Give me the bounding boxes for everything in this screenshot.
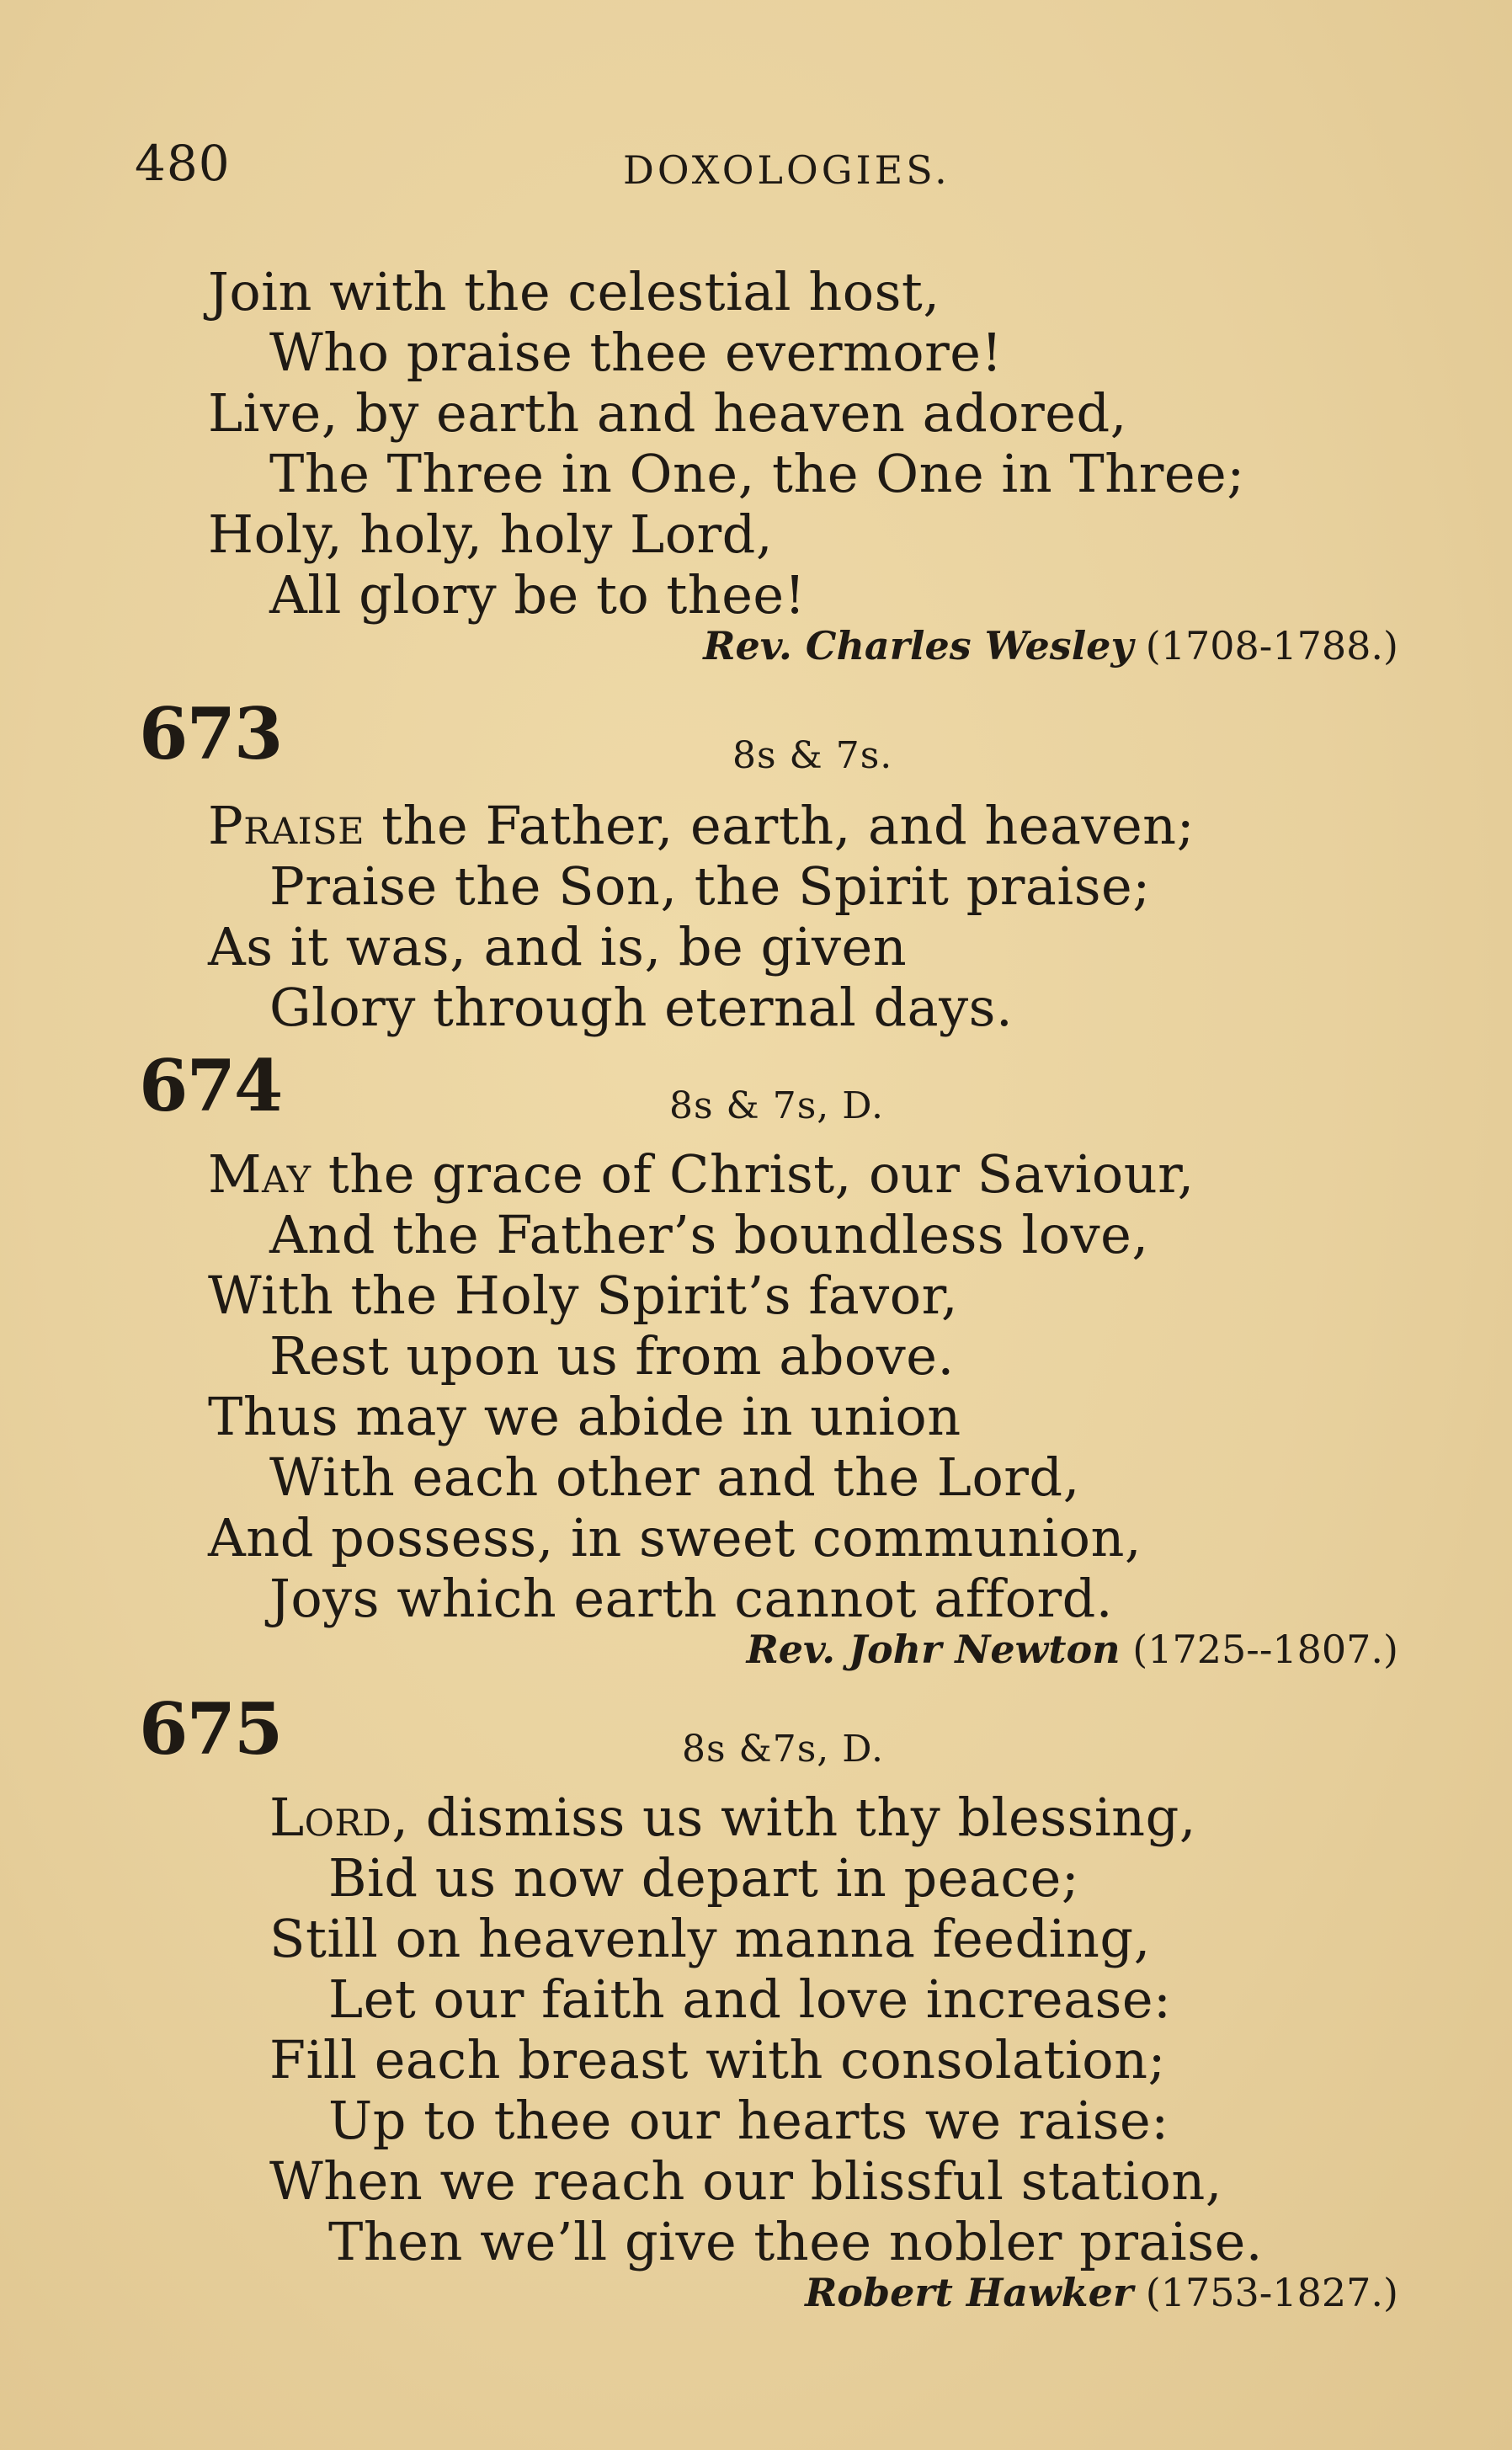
hymn-meter: 8s & 7s.	[732, 734, 893, 777]
verse-line-rest: , dismiss us with thy blessing,	[391, 1787, 1196, 1848]
hymn-meter: 8s & 7s, D.	[669, 1084, 884, 1127]
verse-line: Still on heavenly manna feeding,	[269, 1908, 1151, 1969]
verse-line: Let our faith and love increase:	[328, 1968, 1172, 2030]
verse-line: Fill each breast with consolation;	[269, 2029, 1166, 2090]
hymn-number: 674	[139, 1044, 282, 1127]
verse-first-word: Praise	[208, 795, 365, 856]
verse-line: Praise the Son, the Spirit praise;	[269, 855, 1151, 917]
verse-line: Joys which earth cannot afford.	[269, 1568, 1113, 1629]
page-number: 480	[135, 135, 231, 192]
verse-line: Rest upon us from above.	[269, 1325, 955, 1387]
hymn-number: 673	[139, 692, 282, 775]
verse-line: Bid us now depart in peace;	[328, 1847, 1080, 1909]
verse-first-word: Lord	[269, 1787, 392, 1848]
author-name: Robert Hawker	[805, 2270, 1134, 2315]
verse-line-rest: the grace of Christ, our Saviour,	[311, 1143, 1195, 1205]
author-dates: (1708-1788.)	[1145, 623, 1398, 668]
verse-line: The Three in One, the One in Three;	[269, 443, 1245, 504]
hymn-number: 675	[139, 1687, 282, 1771]
verse-line	[269, 1787, 1196, 1848]
verse-first-word: May	[208, 1143, 311, 1205]
attribution	[805, 2270, 1398, 2315]
verse-line: And possess, in sweet communion,	[208, 1507, 1142, 1569]
author-dates: (1725--1807.)	[1132, 1627, 1398, 1672]
running-head: DOXOLOGIES.	[623, 147, 950, 193]
verse-line: With the Holy Spirit’s favor,	[208, 1265, 959, 1326]
author-name: Rev. Johr Newton	[746, 1627, 1121, 1672]
verse-line: Then we’ll give thee nobler praise.	[328, 2211, 1263, 2272]
author-dates: (1753-1827.)	[1145, 2270, 1398, 2315]
attribution	[703, 623, 1398, 668]
verse-line: Holy, holy, holy Lord,	[208, 503, 774, 565]
verse-line: With each other and the Lord,	[269, 1446, 1080, 1508]
author-name: Rev. Charles Wesley	[703, 623, 1134, 668]
hymn-meter: 8s &7s, D.	[682, 1728, 884, 1771]
verse-line-rest: the Father, earth, and heaven;	[364, 795, 1195, 856]
verse-line: Join with the celestial host,	[208, 261, 940, 322]
verse-line: Up to thee our hearts we raise:	[328, 2090, 1169, 2151]
verse-line: Thus may we abide in union	[208, 1386, 961, 1447]
verse-line	[208, 795, 1195, 856]
attribution	[747, 1627, 1398, 1672]
verse-line: When we reach our blissful station,	[269, 2150, 1223, 2212]
verse-line: As it was, and is, be given	[208, 916, 908, 977]
verse-line	[208, 1143, 1195, 1205]
verse-line: Who praise thee evermore!	[269, 322, 1003, 383]
verse-line: Glory through eternal days.	[269, 977, 1014, 1038]
verse-line: And the Father’s boundless love,	[269, 1204, 1149, 1265]
verse-line: Live, by earth and heaven adored,	[208, 382, 1127, 444]
verse-line: All glory be to thee!	[269, 564, 807, 626]
